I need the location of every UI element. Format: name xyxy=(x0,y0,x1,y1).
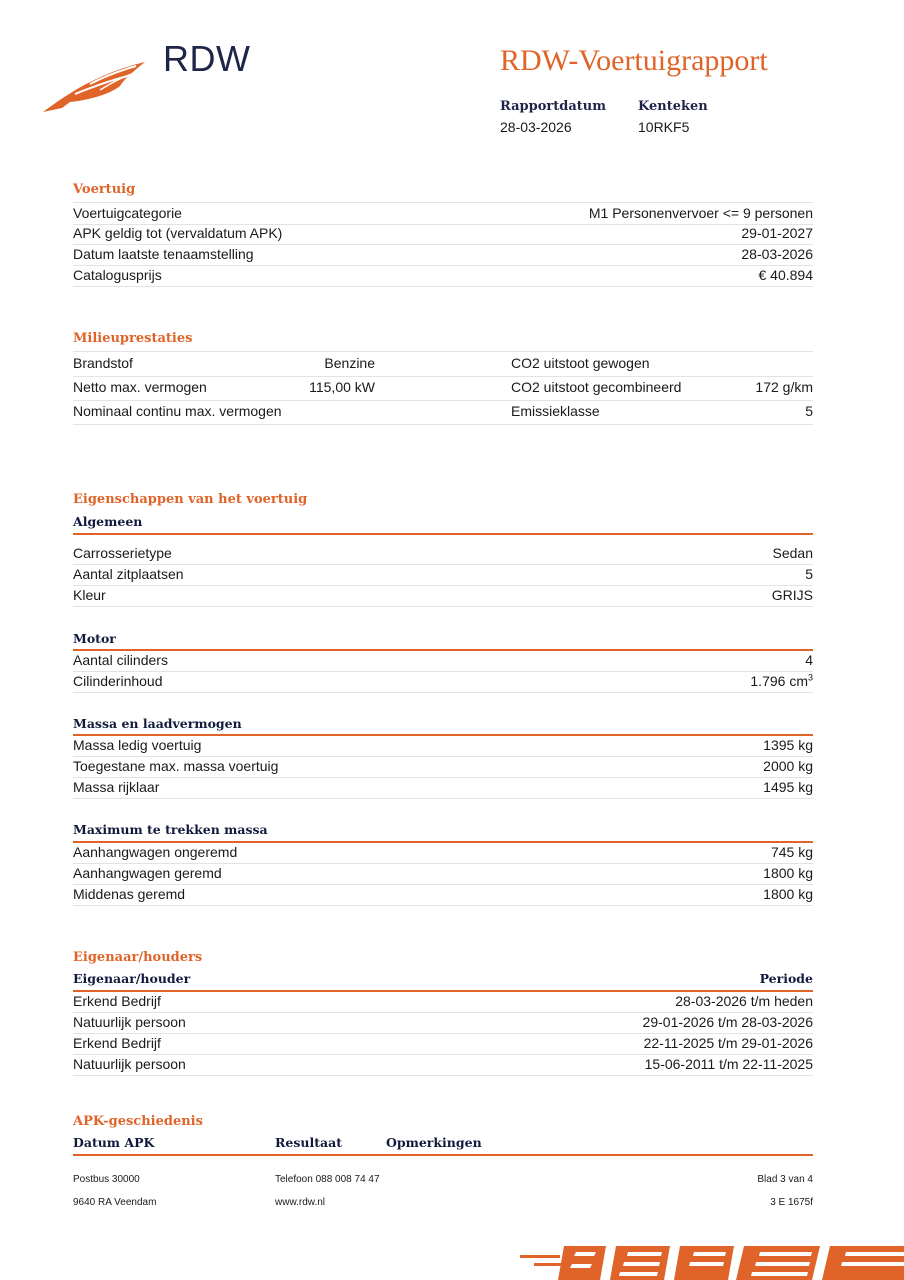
table-row xyxy=(73,202,813,225)
table-row xyxy=(73,223,813,245)
row-value: 15-06-2011 t/m 22-11-2025 xyxy=(644,1056,813,1072)
logo-text: RDW xyxy=(163,38,251,79)
row-label: CO2 uitstoot gewogen xyxy=(511,355,650,371)
row-label: Aanhangwagen ongeremd xyxy=(73,844,238,860)
rapportdatum-value: 28-03-2026 xyxy=(500,119,572,135)
column-header-notes: Opmerkingen xyxy=(386,1135,482,1150)
column-header-owner: Eigenaar/houder xyxy=(73,971,191,986)
row-value: 745 kg xyxy=(770,844,813,860)
row-value: 1800 kg xyxy=(763,886,813,902)
row-value: 172 g/km xyxy=(755,379,813,395)
table-row xyxy=(73,671,813,693)
subsection-algemeen-title: Algemeen xyxy=(73,514,143,529)
row-value: 28-03-2026 xyxy=(741,246,813,262)
cilinderinhoud-value: 1.796 cm xyxy=(750,673,808,689)
subsection-trekken-title: Maximum te trekken massa xyxy=(73,822,268,837)
row-label: Natuurlijk persoon xyxy=(73,1014,186,1030)
table-row xyxy=(73,564,813,586)
table-row xyxy=(73,884,813,906)
row-label: Erkend Bedrijf xyxy=(73,993,161,1009)
footer-address-line1: Postbus 30000 xyxy=(73,1174,140,1185)
table-row xyxy=(73,585,813,607)
table-header xyxy=(73,969,813,989)
divider xyxy=(73,1154,813,1156)
table-row xyxy=(73,1033,813,1055)
row-value: € 40.894 xyxy=(758,267,813,283)
row-label: Voertuigcategorie xyxy=(73,205,182,221)
row-label: APK geldig tot (vervaldatum APK) xyxy=(73,225,283,241)
row-value: Benzine xyxy=(324,355,375,371)
row-value: 4 xyxy=(805,652,813,668)
row-label: Erkend Bedrijf xyxy=(73,1035,161,1051)
row-label: Natuurlijk persoon xyxy=(73,1056,186,1072)
row-value: 1800 kg xyxy=(763,865,813,881)
row-label: Nominaal continu max. vermogen xyxy=(73,403,282,419)
row-label: Toegestane max. massa voertuig xyxy=(73,758,279,774)
row-label: Aantal cilinders xyxy=(73,652,168,668)
row-value: 5 xyxy=(805,566,813,582)
column-header-period: Periode xyxy=(759,971,813,986)
table-row xyxy=(73,1054,813,1076)
row-label: Aantal zitplaatsen xyxy=(73,566,184,582)
row-label: Kleur xyxy=(73,587,106,603)
column-header-result: Resultaat xyxy=(275,1135,342,1150)
row-label: Datum laatste tenaamstelling xyxy=(73,246,254,262)
section-eigenschappen-title: Eigenschappen van het voertuig xyxy=(73,492,308,507)
kenteken-label: Kenteken xyxy=(638,99,708,114)
table-row xyxy=(73,543,813,565)
section-voertuig-title: Voertuig xyxy=(73,182,136,197)
table-row xyxy=(73,1012,813,1034)
row-label: Middenas geremd xyxy=(73,886,186,902)
row-value: 29-01-2026 t/m 28-03-2026 xyxy=(642,1014,813,1030)
row-value: 22-11-2025 t/m 29-01-2026 xyxy=(643,1035,813,1051)
row-label: Emissieklasse xyxy=(511,403,600,419)
section-eigenaar-title: Eigenaar/houders xyxy=(73,950,203,965)
footer-document-code: 3 E 1675f xyxy=(770,1197,813,1208)
row-label: Cilinderinhoud xyxy=(73,673,163,689)
row-value: 28-03-2026 t/m heden xyxy=(675,993,813,1009)
row-value: 29-01-2027 xyxy=(741,225,813,241)
table-row xyxy=(73,400,813,425)
subsection-motor-title: Motor xyxy=(73,631,116,646)
table-row xyxy=(73,991,813,1013)
subsection-massa-title: Massa en laadvermogen xyxy=(73,716,242,731)
row-label: Aanhangwagen geremd xyxy=(73,865,222,881)
row-label: Netto max. vermogen xyxy=(73,379,207,395)
rdw-logo-icon xyxy=(40,56,150,116)
row-value xyxy=(750,671,813,691)
row-label: Massa ledig voertuig xyxy=(73,737,202,753)
row-value: M1 Personenvervoer <= 9 personen xyxy=(588,205,813,221)
row-value: 2000 kg xyxy=(763,758,813,774)
decorative-stripes-icon xyxy=(520,1246,904,1280)
table-row xyxy=(73,735,813,757)
table-row xyxy=(73,756,813,778)
kenteken-value: 10RKF5 xyxy=(638,119,690,135)
footer-phone: Telefoon 088 008 74 47 xyxy=(275,1174,380,1185)
row-label: Brandstof xyxy=(73,355,133,371)
table-row xyxy=(73,244,813,266)
table-row xyxy=(73,351,813,377)
table-row xyxy=(73,265,813,287)
row-value: 1395 kg xyxy=(763,737,813,753)
unit-superscript: 3 xyxy=(807,672,813,683)
column-header-date: Datum APK xyxy=(73,1135,155,1150)
section-apk-title: APK-geschiedenis xyxy=(73,1114,203,1129)
section-milieu-title: Milieuprestaties xyxy=(73,331,193,346)
row-label: CO2 uitstoot gecombineerd xyxy=(511,379,682,395)
row-value: 1495 kg xyxy=(763,779,813,795)
table-header xyxy=(73,1133,813,1153)
row-label: Carrosserietype xyxy=(73,545,172,561)
table-row xyxy=(73,863,813,885)
divider xyxy=(73,533,813,535)
row-value: Sedan xyxy=(772,545,813,561)
table-row xyxy=(73,777,813,799)
table-row xyxy=(73,650,813,672)
rapportdatum-label: Rapportdatum xyxy=(500,99,606,114)
row-value: GRIJS xyxy=(771,587,813,603)
footer-website-link[interactable]: www.rdw.nl xyxy=(275,1197,326,1208)
row-value: 115,00 kW xyxy=(309,379,375,395)
footer-page-number: Blad 3 van 4 xyxy=(757,1174,813,1185)
table-row xyxy=(73,376,813,401)
table-row xyxy=(73,842,813,864)
row-value: 5 xyxy=(805,403,813,419)
report-title: RDW-Voertuigrapport xyxy=(500,44,768,77)
row-label: Catalogusprijs xyxy=(73,267,162,283)
row-label: Massa rijklaar xyxy=(73,779,160,795)
footer-address-line2: 9640 RA Veendam xyxy=(73,1197,157,1208)
